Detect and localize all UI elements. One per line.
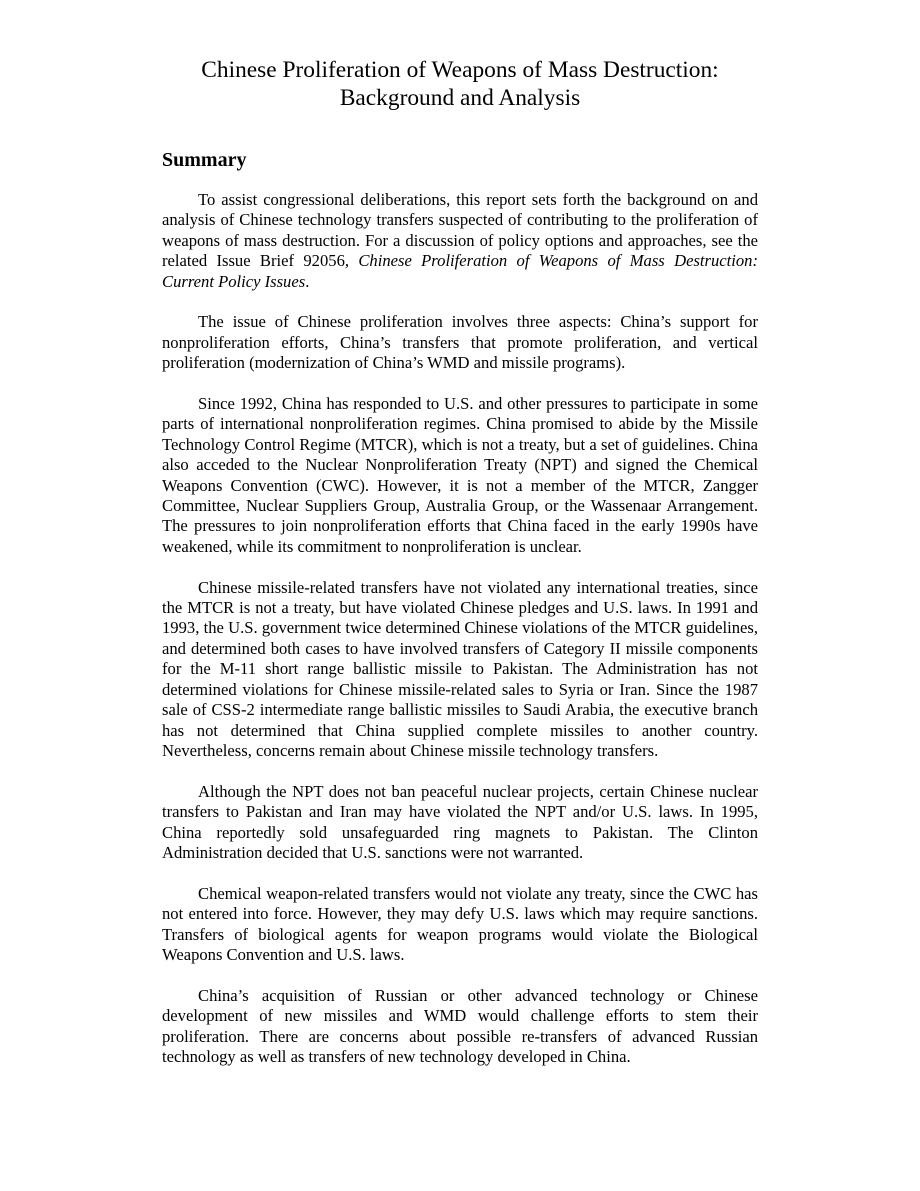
summary-heading: Summary	[162, 149, 247, 171]
paragraph-1-text: To assist congressional deliberations, this report sets forth the background on and analysis of Chinese technology transfers suspected of contributing to the proliferation of weapons of mass destruction. For a discussion of policy options and approaches, see the related Issue Brief 92056,	[162, 190, 758, 271]
paragraph-1-end: .	[305, 271, 310, 291]
paragraph-5: Although the NPT does not ban peaceful nuclear projects, certain Chinese nuclear transfers to Pakistan and Iran may have violated the NPT and/or U.S. laws. In 1995, China reportedly sold unsafeguarded ring magnets to Pakistan. The Clinton Administration decided that U.S. sanctions were not warranted.	[162, 781, 758, 862]
title-line-1: Chinese Proliferation of Weapons of Mass Destruction:	[201, 57, 719, 83]
document-page	[162, 56, 758, 1067]
paragraph-2: The issue of Chinese proliferation involves three aspects: China’s support for nonproliferation efforts, China’s transfers that promote proliferation, and vertical proliferation (modernization of China’s WMD and missile programs).	[162, 312, 758, 373]
paragraph-6: Chemical weapon-related transfers would not violate any treaty, since the CWC has not entered into force. However, they may defy U.S. laws which may require sanctions. Transfers of biological agents for weapon programs would violate the Biological Weapons Convention and U.S. laws.	[162, 883, 758, 964]
document-title	[162, 56, 758, 112]
paragraph-7: China’s acquisition of Russian or other advanced technology or Chinese development of new missiles and WMD would challenge efforts to stem their proliferation. There are concerns about possible re-transfers of advanced Russian technology as well as transfers of new technology developed in China.	[162, 985, 758, 1066]
issue-brief-title: Chinese Proliferation of Weapons of Mass Destruction: Current Policy Issues	[162, 251, 758, 291]
paragraph-1	[162, 190, 758, 292]
paragraph-3: Since 1992, China has responded to U.S. and other pressures to participate in some parts of international nonproliferation regimes. China promised to abide by the Missile Technology Control Regime (MTCR), which is not a treaty, but a set of guidelines. China also acceded to the Nuclear Nonproliferation Treaty (NPT) and signed the Chemical Weapons Convention (CWC). However, it is not a member of the MTCR, Zangger Committee, Nuclear Suppliers Group, Australia Group, or the Wassenaar Arrangement. The pressures to join nonproliferation efforts that China faced in the early 1990s have weakened, while its commitment to nonproliferation is unclear.	[162, 394, 758, 556]
title-line-2: Background and Analysis	[339, 85, 581, 111]
paragraph-4: Chinese missile-related transfers have not violated any international treaties, since the MTCR is not a treaty, but have violated Chinese pledges and U.S. laws. In 1991 and 1993, the U.S. government twice determined Chinese violations of the MTCR guidelines, and determined both cases to have involved transfers of Category II missile components for the M-11 short range ballistic missile to Pakistan. The Administration has not determined violations for Chinese missile-related sales to Syria or Iran. Since the 1987 sale of CSS-2 intermediate range ballistic missiles to Saudi Arabia, the executive branch has not determined that China supplied complete missiles to another country. Nevertheless, concerns remain about Chinese missile technology transfers.	[162, 577, 758, 760]
